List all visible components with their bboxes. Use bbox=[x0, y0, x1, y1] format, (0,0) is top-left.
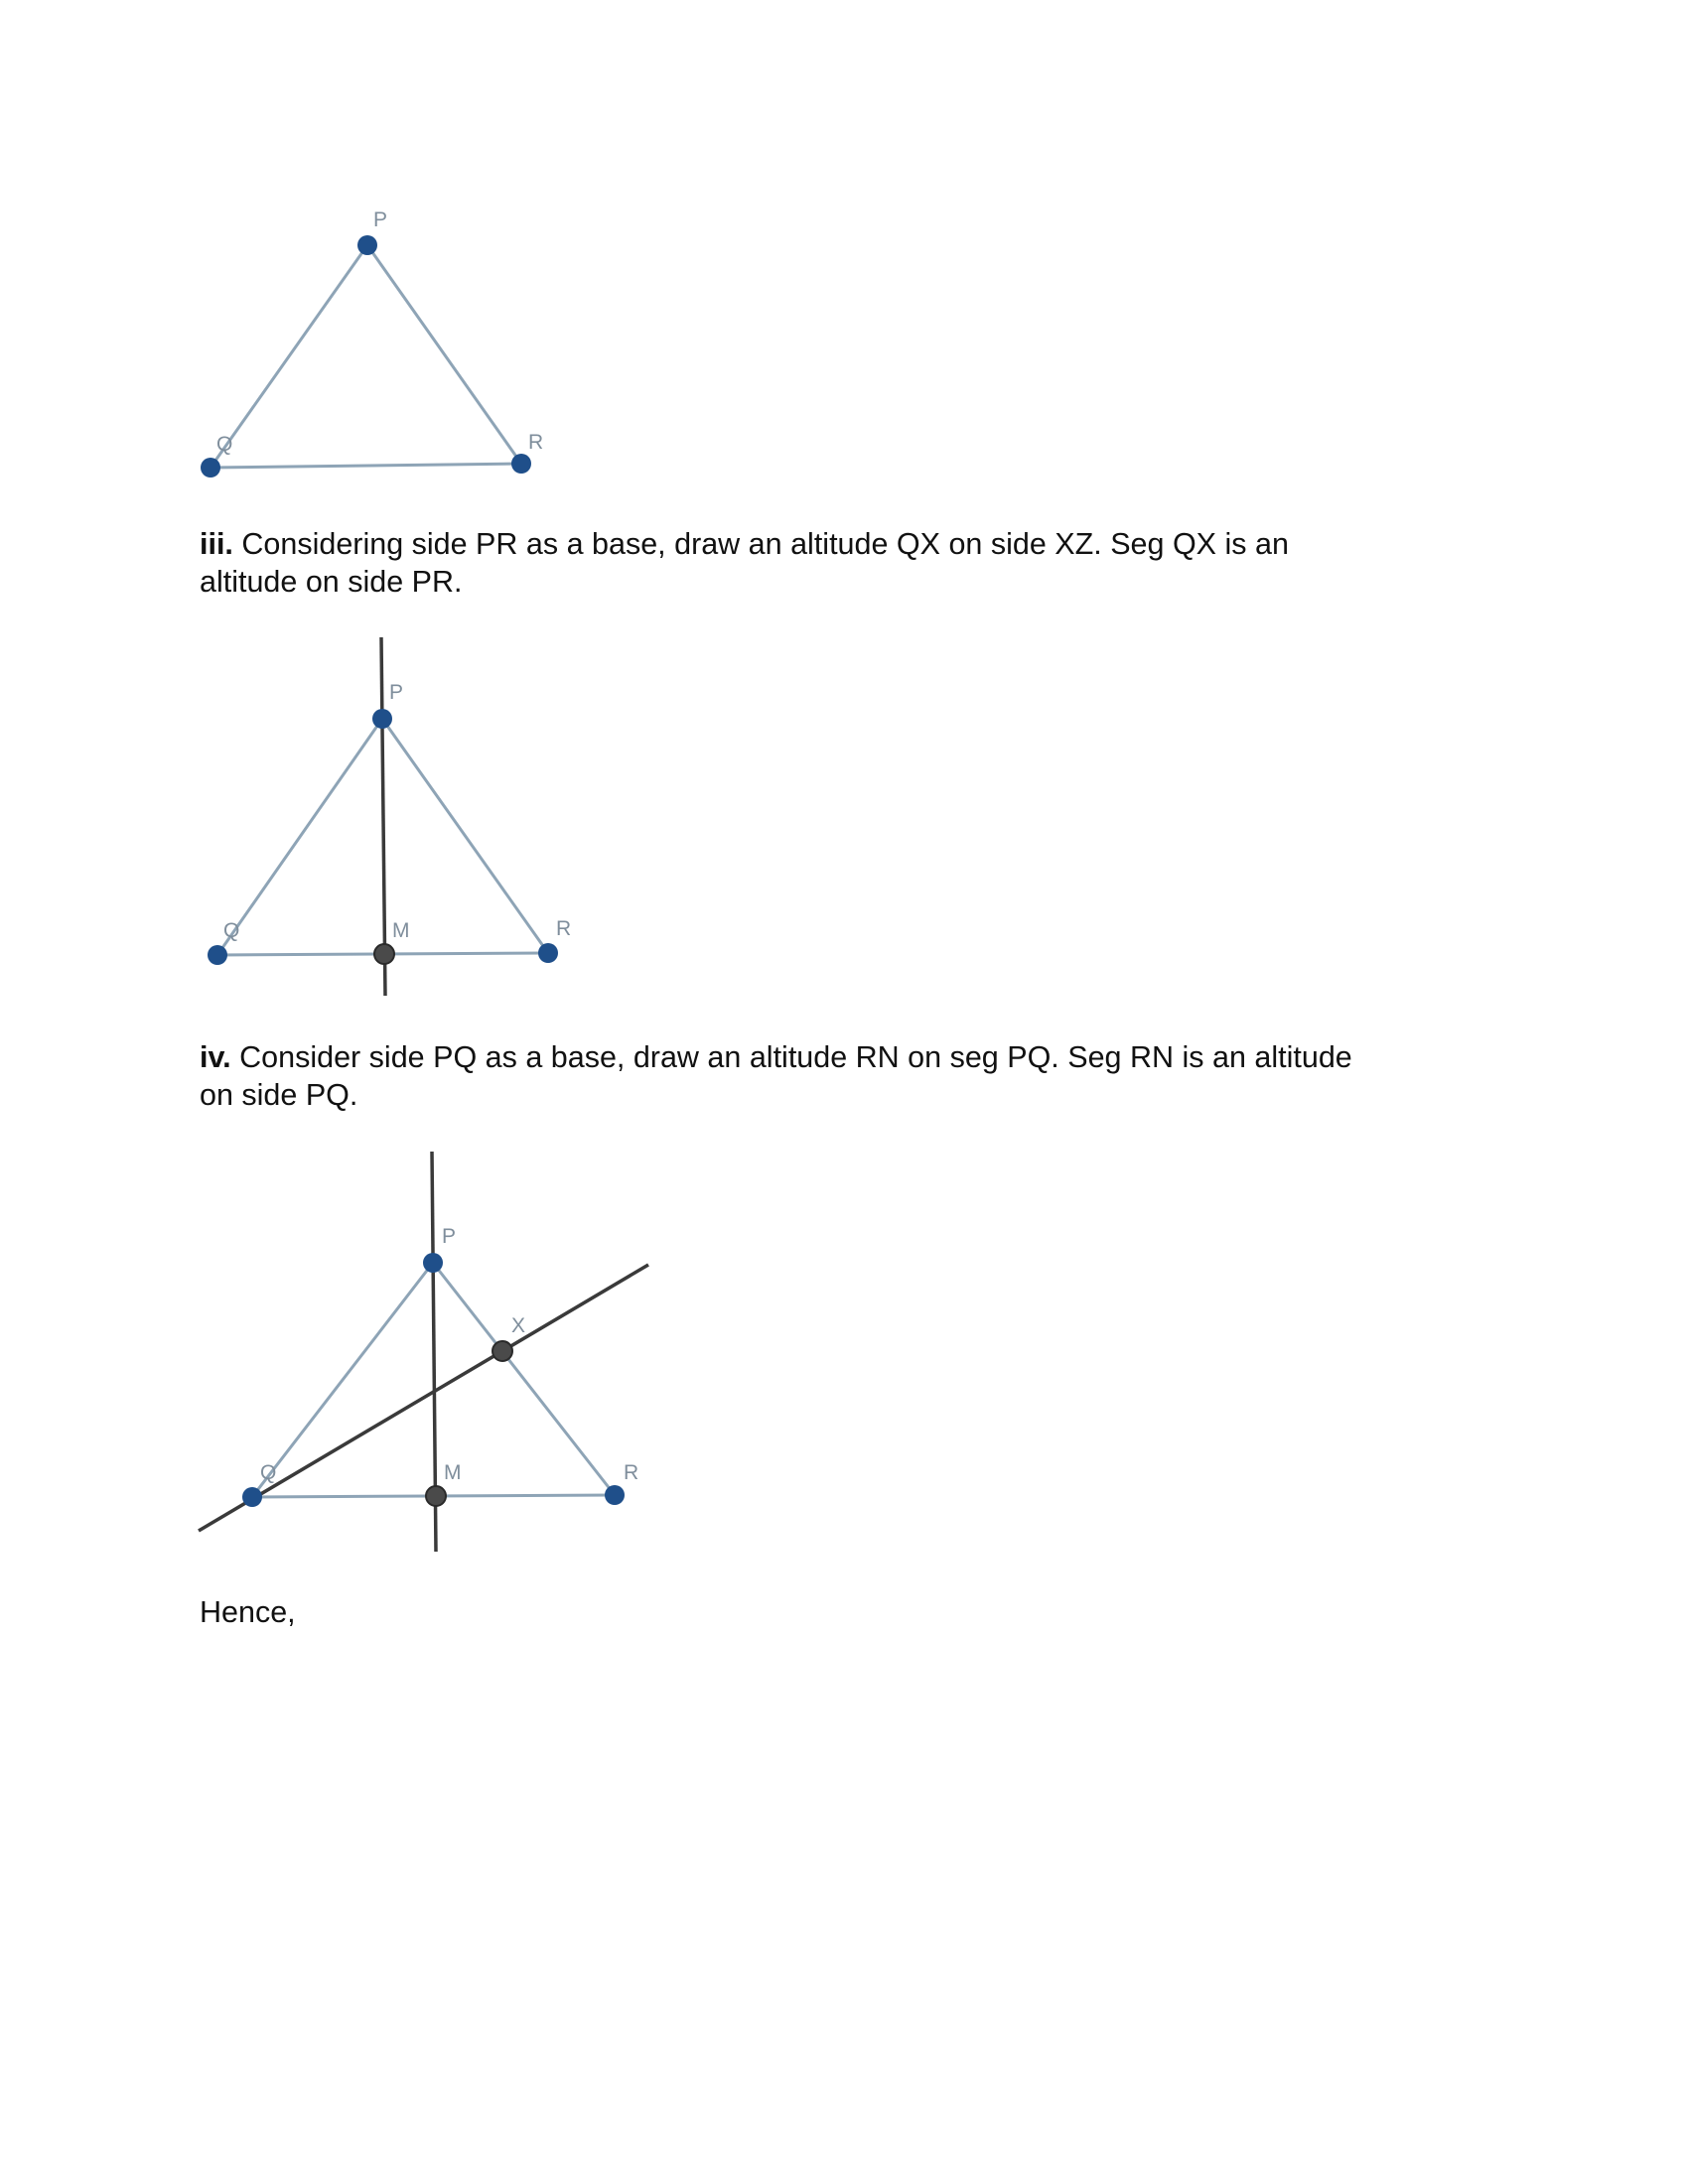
label-p: P bbox=[442, 1225, 457, 1248]
label-x: X bbox=[511, 1314, 526, 1337]
vertex-r-point bbox=[605, 1485, 625, 1505]
label-r: R bbox=[624, 1461, 639, 1484]
step-iv-line-2: on side PQ. bbox=[200, 1078, 358, 1112]
vertex-q-point bbox=[242, 1487, 262, 1507]
label-m: M bbox=[444, 1461, 462, 1484]
label-q: Q bbox=[260, 1461, 277, 1484]
step-iv-line-1: Consider side PQ as a base, draw an altitude RN on seg PQ. Seg RN is an altitude bbox=[239, 1040, 1352, 1074]
altitude-line-qx bbox=[199, 1265, 648, 1531]
label-q: Q bbox=[216, 433, 233, 456]
foot-m-point bbox=[426, 1486, 446, 1506]
vertex-p-point bbox=[423, 1253, 443, 1273]
foot-x-point bbox=[492, 1341, 512, 1361]
step-iv-marker: iv. bbox=[200, 1040, 231, 1074]
label-m: M bbox=[392, 919, 410, 942]
step-iii-line-1: Considering side PR as a base, draw an altitude QX on side XZ. Seg QX is an bbox=[241, 527, 1289, 561]
step-iii-line-2: altitude on side PR. bbox=[200, 565, 463, 599]
label-p: P bbox=[373, 208, 388, 231]
label-q: Q bbox=[223, 919, 240, 942]
label-r: R bbox=[528, 431, 544, 454]
label-r: R bbox=[556, 917, 572, 940]
closing-text: Hence, bbox=[200, 1595, 296, 1629]
step-iii-marker: iii. bbox=[200, 527, 233, 561]
label-p: P bbox=[389, 681, 404, 704]
